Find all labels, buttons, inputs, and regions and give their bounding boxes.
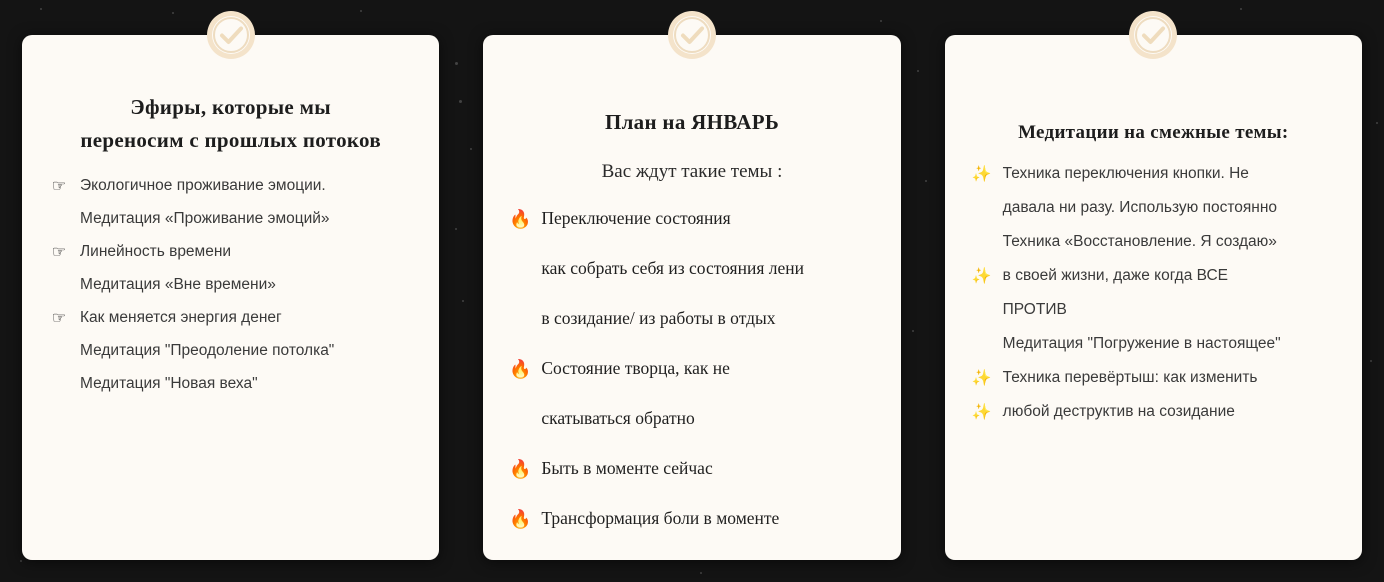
- list-item-text: в своей жизни, даже когда ВСЕ: [1002, 266, 1228, 284]
- card-subtitle: Вас ждут такие темы :: [601, 160, 783, 182]
- sparkles-icon: ✨: [971, 369, 992, 387]
- list-item-text: Переключение состояния: [541, 207, 731, 228]
- list-item: [48, 174, 413, 199]
- list-item: [509, 255, 874, 283]
- sparkles-icon: ✨: [971, 165, 992, 183]
- card-january-plan: [483, 35, 900, 560]
- list-item: [971, 298, 1336, 323]
- list-item-text: Медитация «Вне времени»: [80, 276, 276, 294]
- list-item: [48, 306, 413, 331]
- list-item: [509, 505, 874, 533]
- list-item: [971, 162, 1336, 187]
- list-item-text: в созидание/ из работы в отдых: [541, 307, 776, 328]
- check-seal-icon: [1125, 7, 1181, 63]
- list-item: [971, 196, 1336, 221]
- card-title: [509, 107, 874, 139]
- list-item-text: Техника переключения кнопки. Не: [1002, 164, 1249, 182]
- list-item: [48, 240, 413, 265]
- fire-icon: 🔥: [509, 458, 532, 479]
- list-item-text: Медитация "Погружение в настоящее": [1002, 334, 1281, 352]
- list-item-text: любой деструктив на созидание: [1002, 402, 1235, 420]
- list-item-text: Техника «Восстановление. Я создаю»: [1002, 232, 1277, 250]
- list-item: [971, 230, 1336, 255]
- card-title: [971, 119, 1336, 148]
- list-item-text: как собрать себя из состояния лени: [541, 257, 804, 278]
- card-title-line: План на ЯНВАРЬ: [604, 110, 780, 134]
- card-streams: [22, 35, 439, 560]
- list-item: [509, 405, 874, 433]
- list-item-text: Как меняется энергия денег: [80, 309, 282, 327]
- fire-icon: 🔥: [509, 358, 532, 379]
- sparkles-icon: ✨: [971, 267, 992, 285]
- list-item-text: Медитация "Новая веха": [80, 375, 258, 393]
- check-seal-icon: [664, 7, 720, 63]
- card-title-line: Эфиры, которые мы: [130, 95, 331, 119]
- list-item-text: Медитация "Преодоление потолка": [80, 342, 335, 360]
- list-item-text: скатываться обратно: [541, 407, 695, 428]
- list-item-text: Медитация «Проживание эмоций»: [80, 210, 330, 228]
- list-item: [509, 305, 874, 333]
- card-item-list: [509, 205, 874, 533]
- card-title-line: переносим с прошлых потоков: [80, 127, 381, 152]
- card-title-line: Медитации на смежные темы:: [1018, 122, 1289, 143]
- list-item-text: Техника перевёртыш: как изменить: [1002, 368, 1258, 386]
- list-item-text: Быть в моменте сейчас: [541, 457, 713, 478]
- card-title: [48, 91, 413, 156]
- list-item: [48, 339, 413, 364]
- card-meditations: [945, 35, 1362, 560]
- list-item-text: Линейность времени: [80, 243, 232, 261]
- list-item-text: ПРОТИВ: [1002, 300, 1067, 318]
- check-seal-icon: [203, 7, 259, 63]
- list-item: [971, 264, 1336, 289]
- list-item: [971, 366, 1336, 391]
- list-item: [48, 207, 413, 232]
- list-item: [971, 332, 1336, 357]
- list-item: [971, 400, 1336, 425]
- card-item-list: [971, 162, 1336, 425]
- list-item: [48, 273, 413, 298]
- fire-icon: 🔥: [509, 508, 532, 529]
- list-item-text: Экологичное проживание эмоции.: [80, 177, 326, 195]
- list-item-text: давала ни разу. Использую постоянно: [1002, 198, 1278, 216]
- list-item: [509, 205, 874, 233]
- fire-icon: 🔥: [509, 208, 532, 229]
- list-item-text: Трансформация боли в моменте: [541, 507, 780, 528]
- pointing-hand-icon: ☞: [51, 178, 67, 196]
- list-item: [48, 372, 413, 397]
- list-item-text: Состояние творца, как не: [541, 357, 730, 378]
- card-item-list: [48, 174, 413, 397]
- list-item: [509, 455, 874, 483]
- pointing-hand-icon: ☞: [51, 310, 67, 328]
- pointing-hand-icon: ☞: [51, 244, 67, 262]
- list-item: [509, 355, 874, 383]
- sparkles-icon: ✨: [971, 403, 992, 421]
